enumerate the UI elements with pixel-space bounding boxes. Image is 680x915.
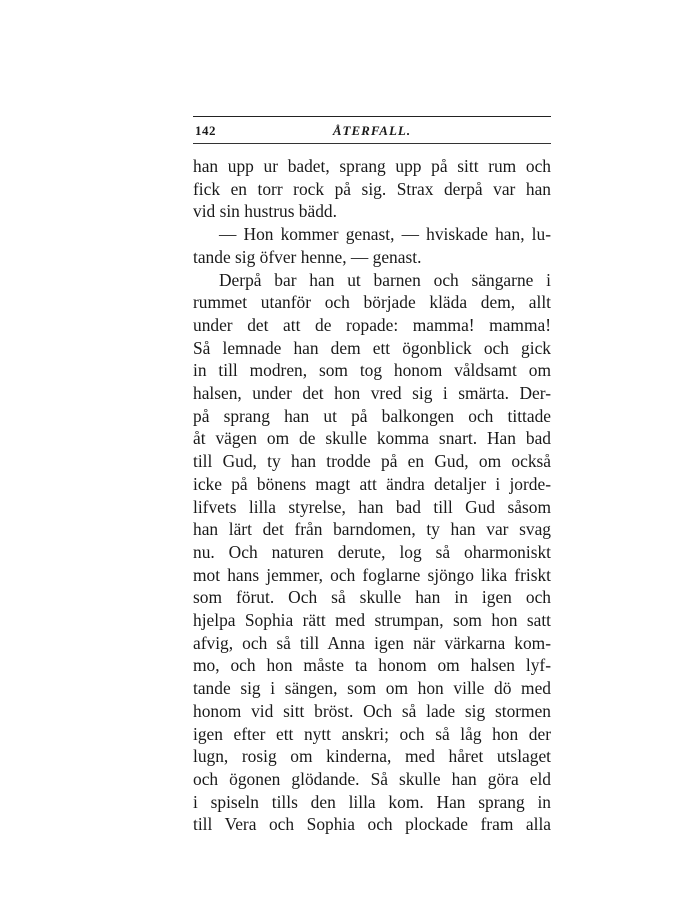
text-line: lugn, rosig om kinderna, med håret utslaget: [193, 746, 551, 767]
text-line: tande sig öfver henne, — genast.: [193, 246, 422, 267]
text-line: tande sig i sängen, som om hon ville dö med: [193, 678, 551, 699]
text-line: vid sin hustrus bädd.: [193, 201, 337, 222]
text-line: som förut. Och så skulle han in igen och: [193, 587, 551, 608]
header-rule-top: [193, 116, 551, 117]
text-line: i spiseln tills den lilla kom. Han sprang in: [193, 791, 551, 812]
text-line: fick en torr rock på sig. Strax derpå var han: [193, 178, 551, 199]
text-line: nu. Och naturen derute, log så oharmoniskt: [193, 541, 551, 562]
text-line: Så lemnade han dem ett ögonblick och gick: [193, 337, 551, 358]
text-line: afvig, och så till Anna igen när värkarna kom-: [193, 632, 551, 653]
text-line: icke på bönens magt att ändra detaljer i jorde-: [193, 473, 551, 494]
header-rule-bottom: [193, 143, 551, 144]
text-line: han upp ur badet, sprang upp på sitt rum och: [193, 156, 551, 176]
text-line: honom vid sitt bröst. Och så lade sig stormen: [193, 700, 551, 721]
running-title: ÅTERFALL.: [332, 123, 412, 138]
text-line: igen efter ett nytt anskri; och så låg hon der: [193, 723, 551, 744]
text-line: mot hans jemmer, och foglarne sjöngo lika friskt: [193, 564, 551, 585]
text-line: under det att de ropade: mamma! mamma!: [193, 314, 551, 335]
text-line: åt vägen om de skulle komma snart. Han bad: [193, 428, 551, 449]
text-line: han lärt det från barndomen, ty han var svag: [193, 519, 551, 540]
text-line: till Gud, ty han trodde på en Gud, om också: [193, 451, 551, 472]
text-line: till Vera och Sophia och plockade fram alla: [193, 814, 551, 835]
text-line: på sprang han ut på balkongen och tittade: [193, 405, 551, 426]
text-line: — Hon kommer genast, — hviskade han, lu-: [219, 224, 551, 245]
text-line: och ögonen glödande. Så skulle han göra eld: [193, 768, 551, 789]
running-header: [193, 121, 551, 143]
text-line: mo, och hon måste ta honom om halsen lyf-: [193, 655, 551, 676]
text-line: halsen, under det hon vred sig i smärta. Der-: [193, 383, 551, 404]
text-line: in till modren, som tog honom våldsamt om: [193, 360, 551, 381]
text-line: lifvets lilla styrelse, han bad till Gud såsom: [193, 496, 551, 517]
text-line: hjelpa Sophia rätt med strumpan, som hon satt: [193, 610, 551, 631]
text-line: Derpå bar han ut barnen och sängarne i: [219, 269, 551, 290]
text-line: rummet utanför och började kläda dem, allt: [193, 292, 551, 313]
page-number: 142: [195, 123, 216, 138]
body-text: [193, 155, 551, 836]
